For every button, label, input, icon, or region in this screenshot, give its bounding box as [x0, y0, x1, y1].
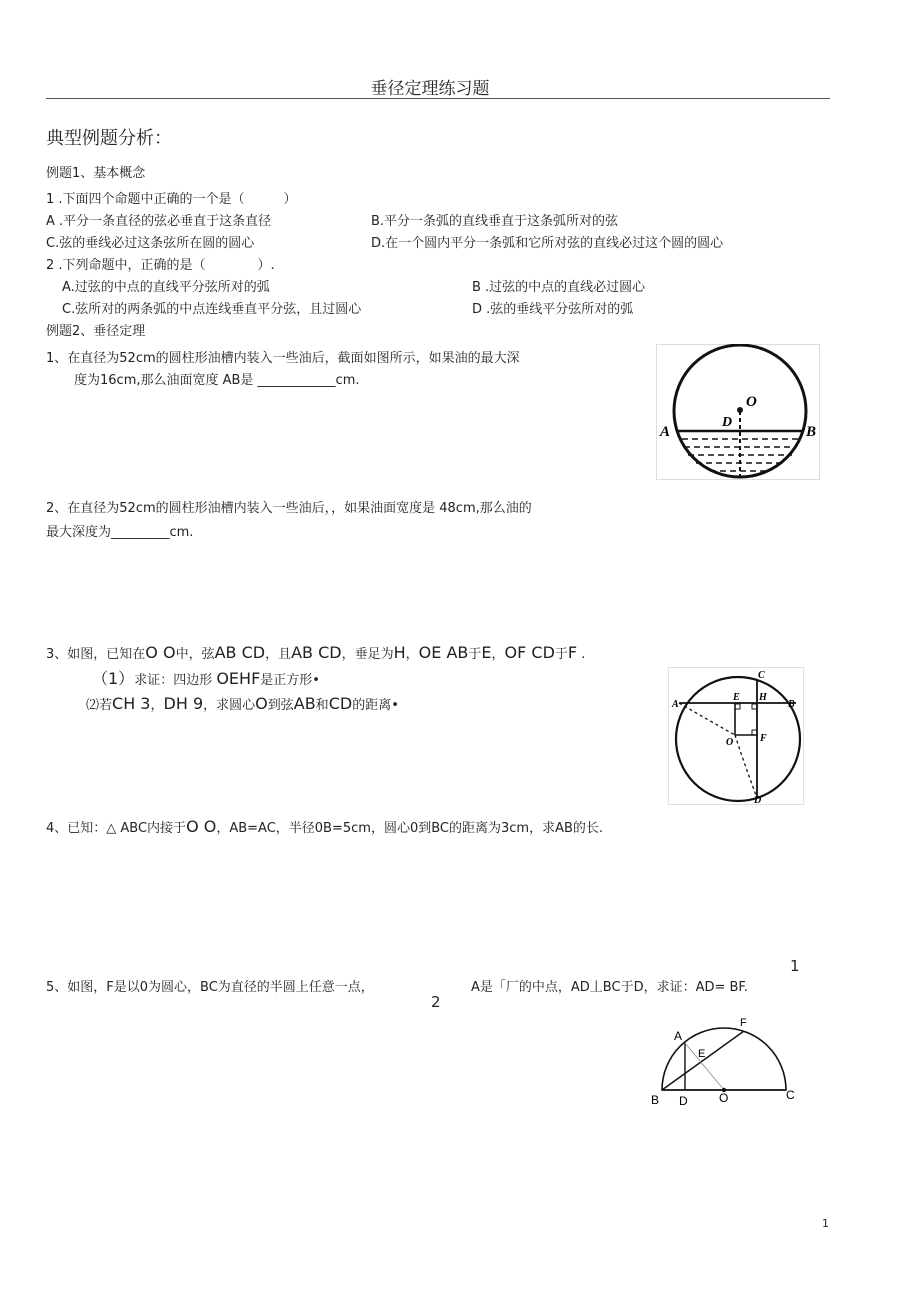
q2-option-d: D .弦的垂线平分弦所对的弧 [472, 302, 634, 317]
label-E: E [733, 692, 740, 703]
q2-option-b: B .过弦的中点的直线必过圆心 [472, 280, 646, 295]
label-D: D [679, 1094, 688, 1108]
label-C: C [786, 1088, 795, 1102]
center-dot [737, 407, 743, 413]
fraction-numerator: 1 [790, 957, 800, 975]
label-B: B [806, 424, 817, 440]
label-D: D [754, 795, 762, 805]
label-H: H [759, 692, 767, 703]
seg-oa [679, 703, 735, 735]
label-A: A [672, 699, 679, 710]
example1-heading: 例题1、基本概念 [46, 166, 146, 181]
label-C: C [758, 670, 765, 681]
label-F: F [740, 1017, 747, 1029]
label-A: A [674, 1029, 683, 1043]
q2-option-a: A.过弦的中点的直线平分弦所对的弧 [62, 280, 270, 295]
label-B: B [788, 699, 795, 710]
semicircle-figure [646, 1012, 806, 1108]
label-O: O [719, 1091, 729, 1105]
p1-line1: 1、在直径为52cm的圆柱形油槽内装入一些油后，截面如图所示，如果油的最大深 [46, 351, 520, 366]
label-E: E [698, 1048, 706, 1060]
seg-od [735, 735, 757, 798]
label-A: A [660, 424, 671, 440]
q2-stem: 2 .下列命题中，正确的是（ ）. [46, 258, 275, 273]
p3-sub1: （1）求证：四边形 OEHF是正方形• [92, 669, 320, 688]
fraction-denominator: 2 [431, 993, 441, 1011]
label-O: O [746, 394, 757, 410]
example2-heading: 例题2、垂径定理 [46, 324, 146, 339]
p4-statement: 4、已知：△ ABC内接于O O，AB=AC，半径0B=5cm，圆心0到BC的距离为3cm，求AB的长. [46, 817, 604, 836]
p2-line2: 最大深度为_________cm. [46, 525, 194, 540]
q1-option-a: A .平分一条直径的弦必垂直于这条直径 [46, 214, 272, 229]
oil-tank-figure [656, 344, 820, 480]
section-heading: 典型例题分析： [46, 128, 172, 149]
p5-statement-a: 5、如图，F是以0为圆心，BC为直径的半圆上任意一点， [46, 980, 374, 995]
q1-option-b: B.平分一条弧的直线垂直于这条弧所对的弦 [371, 214, 619, 229]
p1-line2: 度为16cm,那么油面宽度 AB是 ____________cm. [74, 373, 360, 388]
page-number: 1 [822, 1217, 829, 1230]
title-rule [46, 98, 830, 99]
page-title: 垂径定理练习题 [370, 79, 490, 99]
p5-statement-b: A是「厂的中点，AD丄BC于D，求证：AD= BF. [471, 980, 748, 995]
label-F: F [760, 733, 767, 744]
chords-figure [668, 667, 804, 805]
p3-sub2: ⑵若CH 3，DH 9，求圆心O到弦AB和CD的距离• [86, 694, 399, 713]
q1-stem: 1 .下面四个命题中正确的一个是（ ） [46, 192, 297, 207]
p2-line1: 2、在直径为52cm的圆柱形油槽内装入一些油后，，如果油面宽度是 48cm,那么油的 [46, 501, 532, 516]
q2-option-c: C.弦所对的两条弧的中点连线垂直平分弦，且过圆心 [62, 302, 362, 317]
label-B: B [651, 1093, 660, 1107]
q1-option-d: D.在一个圆内平分一条弧和它所对弦的直线必过这个圆的圆心 [371, 236, 724, 251]
label-O: O [726, 737, 734, 748]
q1-option-c: C.弦的垂线必过这条弦所在圆的圆心 [46, 236, 255, 251]
p3-statement: 3、如图，已知在O O中，弦AB CD，且AB CD，垂足为H，OE AB于E，OF CD于F . [46, 643, 586, 662]
label-D: D [722, 415, 733, 430]
